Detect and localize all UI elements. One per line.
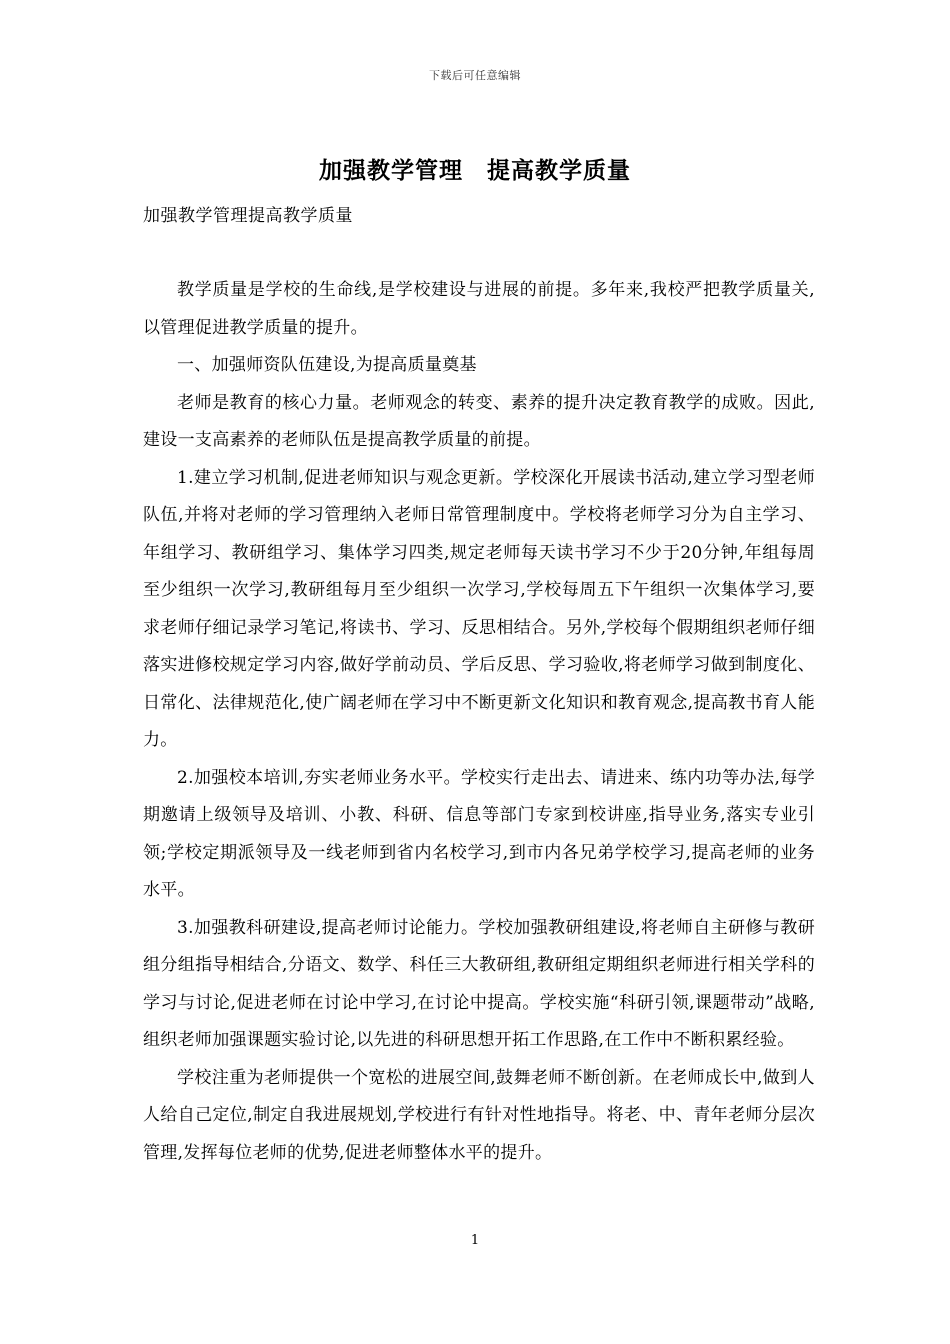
paragraph-intro: 教学质量是学校的生命线,是学校建设与进展的前提。多年来,我校严把教学质量关,以管理促进教学质量的提升。 <box>143 280 815 338</box>
paragraph-learning-mechanism: 1.建立学习机制,促进老师知识与观念更新。学校深化开展读书活动,建立学习型老师队伍,并将对老师的学习管理纳入老师日常管理制度中。学校将老师学习分为自主学习、年组学习、教研组学习、集体学习四类,规定老师每天读书学习不少于20分钟,年组每周至少组织一次学习,教研组每月至少组织一次学习,学校每周五下午组织一次集体学习,要求老师仔细记录学习笔记,将读书、学习、反思相结合。另外,学校每个假期组织老师仔细落实进修校规定学习内容,做好学前动员、学后反思、学习验收,将老师学习做到制度化、日常化、法律规范化,使广阔老师在学习中不断更新文化知识和教育观念,提高教书育人能力。 <box>143 467 815 750</box>
paragraph-development: 学校注重为老师提供一个宽松的进展空间,鼓舞老师不断创新。在老师成长中,做到人人给自己定位,制定自我进展规划,学校进行有针对性地指导。将老、中、青年老师分层次管理,发挥每位老师的优势,促进老师整体水平的提升。 <box>143 1067 815 1163</box>
paragraph-teacher-core: 老师是教育的核心力量。老师观念的转变、素养的提升决定教育教学的成败。因此,建设一支高素养的老师队伍是提高教学质量的前提。 <box>143 392 815 450</box>
section-heading: 一、加强师资队伍建设,为提高质量奠基 <box>177 355 477 375</box>
paragraph-school-training: 2.加强校本培训,夯实老师业务水平。学校实行走出去、请进来、练内功等办法,每学期邀请上级领导及培训、小教、科研、信息等部门专家到校讲座,指导业务,落实专业引领;学校定期派领导及一线老师到省内名校学习,到市内各兄弟学校学习,提高老师的业务水平。 <box>143 767 815 900</box>
header-note: 下载后可任意编辑 <box>429 69 521 82</box>
page-number: 1 <box>470 1233 480 1248</box>
document-title: 加强教学管理 提高教学质量 <box>319 157 631 184</box>
document-subtitle: 加强教学管理提高教学质量 <box>143 206 353 226</box>
paragraph-research: 3.加强教科研建设,提高老师讨论能力。学校加强教研组建设,将老师自主研修与教研组分组指导相结合,分语文、数学、科任三大教研组,教研组定期组织老师进行相关学科的学习与讨论,促进老师在讨论中学习,在讨论中提高。学校实施“科研引领,课题带动”战略,组织老师加强课题实验讨论,以先进的科研思想开拓工作思路,在工作中不断积累经验。 <box>143 917 815 1050</box>
document-body <box>143 272 815 1172</box>
